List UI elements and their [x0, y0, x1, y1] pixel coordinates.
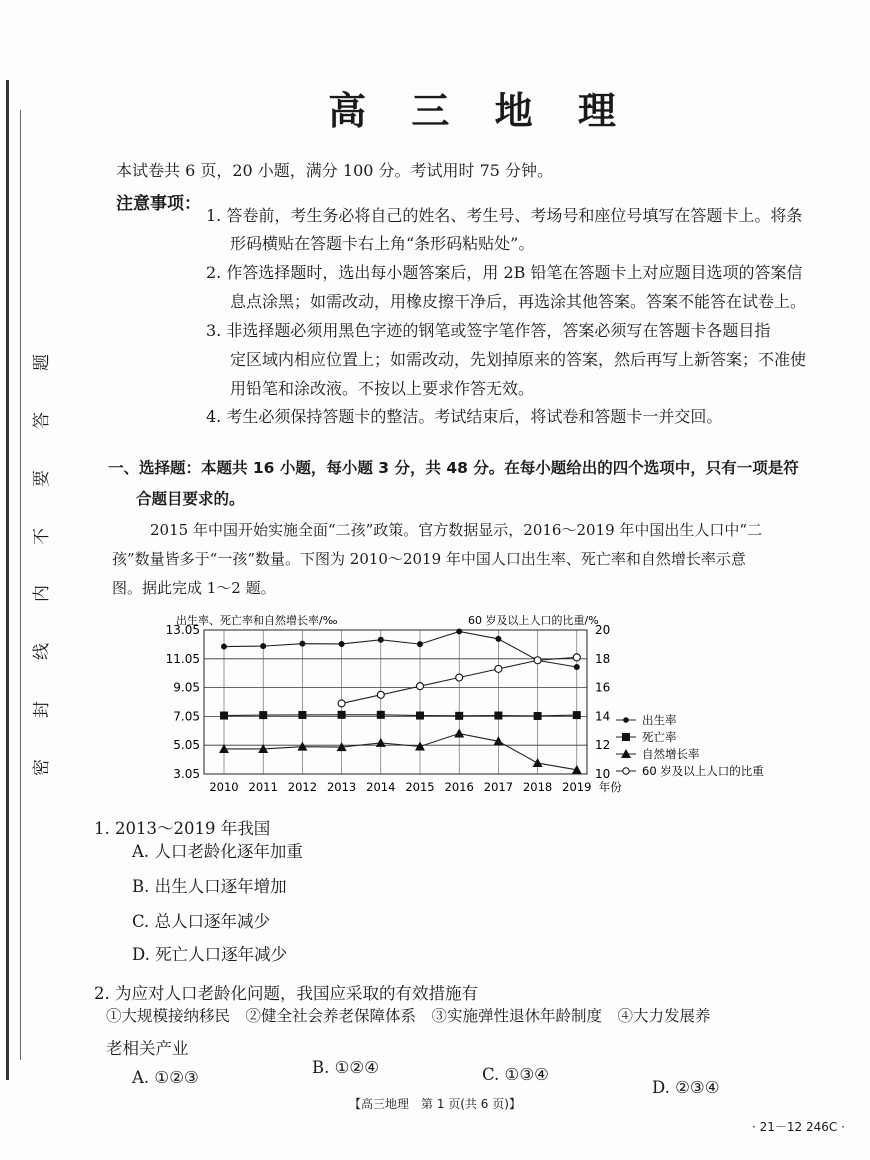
elderly-share-point — [573, 654, 580, 661]
growth-rate-point — [258, 744, 268, 753]
left-tick-label: 5.05 — [173, 738, 200, 753]
page-title: 高 三 地 理 — [328, 89, 632, 133]
question-1-stem: 1. 2013～2019 年我国 — [94, 819, 271, 838]
growth-rate-point — [219, 744, 229, 753]
binding-line — [6, 80, 9, 1080]
death-rate-point — [298, 711, 306, 719]
elderly-share-point — [377, 691, 384, 698]
x-tick-label: 2011 — [248, 780, 278, 794]
x-tick-label: 2013 — [326, 780, 357, 794]
seal-char: 内 — [31, 585, 52, 603]
notice-label: 注意事项： — [116, 194, 201, 214]
q1-option-c: C. 总人口逐年减少 — [132, 912, 271, 931]
seal-char: 线 — [31, 643, 52, 661]
legend-label: 自然增长率 — [642, 747, 700, 761]
right-tick-label: 10 — [595, 767, 611, 781]
series-line — [224, 734, 577, 770]
legend-label: 60 岁及以上人口的比重 — [642, 764, 764, 778]
right-tick-label: 20 — [595, 623, 611, 637]
plot-frame — [204, 630, 587, 774]
birth-rate-point — [535, 657, 541, 663]
legend-marker-triangle — [621, 749, 631, 758]
birth-rate-point — [417, 641, 423, 647]
birth-rate-point — [495, 636, 501, 642]
death-rate-point — [220, 712, 228, 720]
birth-rate-point — [221, 644, 227, 650]
q2-option-d: D. ②③④ — [652, 1078, 720, 1097]
legend-label: 出生率 — [642, 713, 677, 727]
death-rate-point — [455, 712, 463, 720]
q2-option-c: C. ①③④ — [482, 1065, 549, 1084]
seal-line-notice — [26, 350, 52, 780]
growth-rate-point — [297, 742, 307, 751]
x-tick-label: 2010 — [209, 780, 239, 794]
note-line: 1. 答卷前，考生务必将自己的姓名、考生号、考场号和座位号填写在答题卡上。将条 — [206, 206, 803, 225]
left-tick-label: 7.05 — [173, 709, 200, 724]
birth-rate-point — [339, 641, 345, 647]
left-tick-label: 3.05 — [173, 767, 200, 781]
elderly-share-point — [456, 674, 463, 681]
q1-option-d: D. 死亡人口逐年减少 — [132, 945, 288, 964]
q2-option-a: A. ①②③ — [132, 1068, 199, 1087]
note-line: 2. 作答选择题时，选出每小题答案后，用 2B 铅笔在答题卡上对应题目选项的答案信 — [206, 263, 803, 282]
legend-marker-circle — [623, 768, 629, 774]
growth-rate-point — [572, 765, 582, 774]
right-tick-label: 12 — [595, 738, 611, 753]
note-line: 定区域内相应位置上；如需改动，先划掉原来的答案，然后再写上新答案；不准使 — [230, 350, 807, 369]
legend-marker-dot — [623, 717, 629, 723]
elderly-share-point — [417, 683, 424, 690]
growth-rate-point — [376, 738, 386, 747]
seal-char: 要 — [31, 469, 52, 487]
series-line — [224, 631, 577, 667]
x-tick-label: 2017 — [483, 780, 514, 794]
passage-line: 孩”数量皆多于“一孩”数量。下图为 2010～2019 年中国人口出生率、死亡率和自然增长率示意 — [112, 550, 746, 568]
q2-measures-cont: 老相关产业 — [106, 1039, 189, 1058]
birth-rate-point — [299, 641, 305, 647]
left-axis-title: 出生率、死亡率和自然增长率/‰ — [176, 614, 338, 627]
note-line: 4. 考生必须保持答题卡的整洁。考试结束后，将试卷和答题卡一并交回。 — [206, 407, 723, 426]
growth-rate-point — [533, 758, 543, 767]
q1-option-a: A. 人口老龄化逐年加重 — [132, 842, 303, 861]
left-tick-label: 9.05 — [173, 680, 200, 695]
growth-rate-point — [337, 742, 347, 751]
left-tick-label: 13.05 — [165, 623, 200, 637]
binding-line-inner — [20, 110, 21, 1060]
death-rate-point — [259, 711, 267, 719]
death-rate-point — [416, 712, 424, 720]
legend-marker-square — [622, 733, 630, 741]
birth-rate-point — [378, 637, 384, 643]
birth-rate-point — [574, 664, 580, 670]
left-tick-label: 11.05 — [165, 651, 200, 666]
q1-option-b: B. 出生人口逐年增加 — [132, 877, 287, 896]
section-heading-cont: 合题目要求的。 — [136, 490, 245, 508]
x-tick-label: 2019 — [562, 780, 592, 794]
right-axis-title: 60 岁及以上人口的比重/% — [468, 614, 599, 627]
x-tick-label: 2015 — [405, 780, 435, 794]
x-tick-label: 2018 — [522, 780, 553, 794]
series-line — [342, 657, 577, 703]
intro-line: 本试卷共 6 页，20 小题，满分 100 分。考试用时 75 分钟。 — [116, 161, 554, 180]
question-2-stem: 2. 为应对人口老龄化问题，我国应采取的有效措施有 — [94, 984, 478, 1003]
death-rate-point — [338, 711, 346, 719]
death-rate-point — [377, 711, 385, 719]
elderly-share-point — [338, 700, 345, 707]
x-tick-label: 2016 — [444, 780, 474, 794]
elderly-share-point — [495, 665, 502, 672]
growth-rate-point — [493, 736, 503, 745]
page-footer: 【高三地理 第 1 页(共 6 页)】 — [349, 1097, 521, 1111]
exam-code: · 21－12 246C · — [752, 1120, 845, 1134]
series-line — [224, 715, 577, 716]
growth-rate-point — [454, 729, 464, 738]
growth-rate-point — [415, 741, 425, 750]
seal-char: 封 — [31, 701, 52, 719]
right-tick-label: 16 — [595, 680, 611, 695]
note-line: 3. 非选择题必须用黑色字迹的钢笔或签字笔作答，答案必须写在答题卡各题目指 — [206, 321, 771, 340]
note-line: 息点涂黑；如需改动，用橡皮擦干净后，再选涂其他答案。答案不能答在试卷上。 — [230, 292, 807, 311]
seal-char: 不 — [31, 527, 52, 545]
right-tick-label: 14 — [595, 709, 611, 724]
q2-measures: ①大规模接纳移民 ②健全社会养老保障体系 ③实施弹性退休年龄制度 ④大力发展养 — [106, 1007, 711, 1025]
q2-option-b: B. ①②④ — [312, 1058, 379, 1077]
note-line: 形码横贴在答题卡右上角“条形码粘贴处”。 — [230, 234, 535, 253]
death-rate-point — [494, 712, 502, 720]
section-heading: 一、选择题：本题共 16 小题，每小题 3 分，共 48 分。在每小题给出的四个选项中，只有一项是符 — [108, 459, 799, 477]
legend-label: 死亡率 — [642, 730, 677, 744]
passage-line: 2015 年中国开始实施全面“二孩”政策。官方数据显示，2016～2019 年中国出生人口中“二 — [150, 521, 763, 539]
x-tick-label: 2014 — [366, 780, 396, 794]
right-tick-label: 18 — [595, 651, 611, 666]
seal-char: 答 — [31, 411, 52, 429]
death-rate-point — [573, 711, 581, 719]
seal-char: 密 — [31, 758, 52, 776]
birth-rate-point — [456, 628, 462, 634]
passage-line: 图。据此完成 1～2 题。 — [112, 579, 276, 597]
x-tick-label: 2012 — [287, 780, 318, 794]
elderly-share-point — [534, 657, 541, 664]
seal-char: 题 — [31, 354, 52, 371]
birth-rate-point — [260, 643, 266, 649]
x-axis-unit: 年份 — [598, 780, 622, 794]
note-line: 用铅笔和涂改液。不按以上要求作答无效。 — [230, 379, 535, 398]
death-rate-point — [534, 712, 542, 720]
